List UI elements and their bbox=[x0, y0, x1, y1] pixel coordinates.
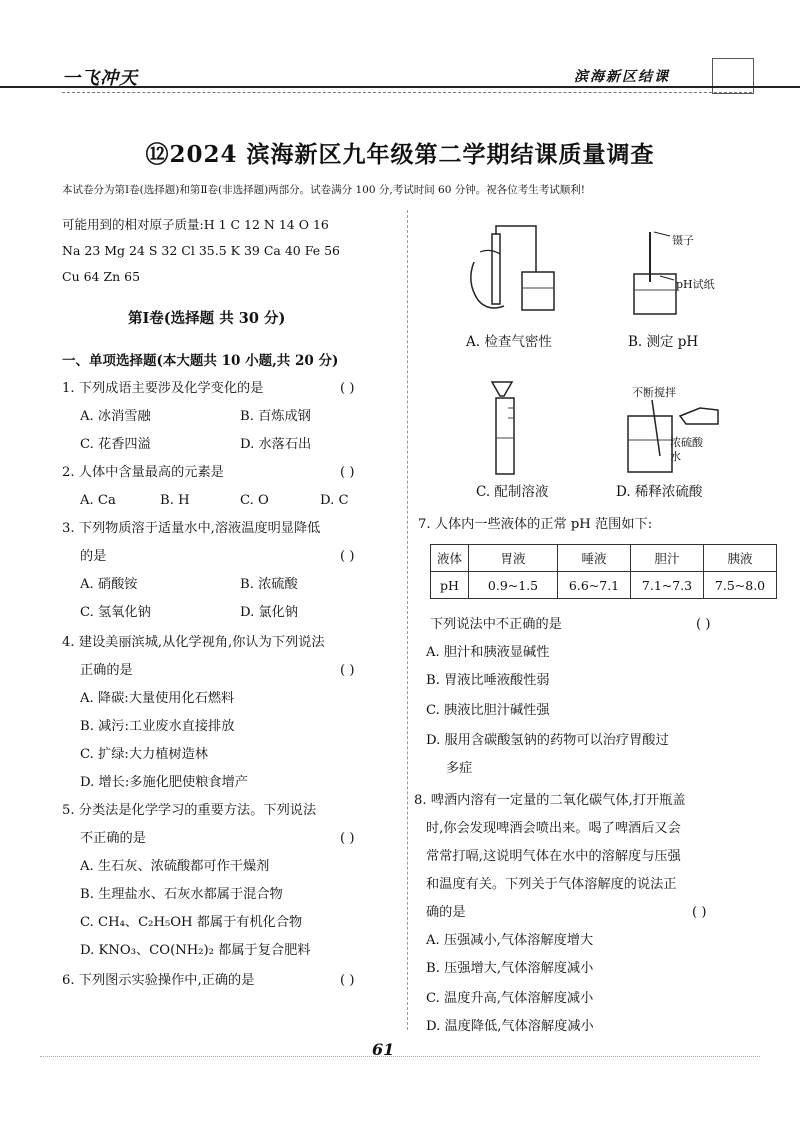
q1-answer-blank[interactable]: ( ) bbox=[340, 381, 355, 396]
q4-option-d: D. 增长:多施化肥使粮食增产 bbox=[80, 775, 248, 790]
q3-stem-line-2: 的是 bbox=[80, 549, 107, 564]
q8-stem-line-3: 常常打嗝,这说明气体在水中的溶解度与压强 bbox=[426, 849, 681, 864]
q5-answer-blank[interactable]: ( ) bbox=[340, 831, 355, 846]
q2-stem: 2. 人体中含量最高的元素是 bbox=[62, 465, 224, 480]
q7-option-a: A. 胆汁和胰液显碱性 bbox=[426, 645, 550, 660]
q7-question: 下列说法中不正确的是 bbox=[430, 617, 562, 632]
tweezers-label: 镊子 bbox=[672, 234, 694, 247]
q5-option-b: B. 生理盐水、石灰水都属于混合物 bbox=[80, 887, 283, 902]
acid-label: 浓硫酸 bbox=[670, 436, 703, 449]
q6-stem: 6. 下列图示实验操作中,正确的是 bbox=[62, 973, 255, 988]
q8-stem-line-4: 和温度有关。下列关于气体溶解度的说法正 bbox=[426, 877, 677, 892]
q2-option-b: B. H bbox=[160, 493, 190, 508]
q8-option-a: A. 压强减小,气体溶解度增大 bbox=[426, 933, 594, 948]
footer-rule bbox=[40, 1056, 760, 1057]
q7-option-d-line-2: 多症 bbox=[446, 761, 473, 776]
q2-option-d: D. C bbox=[320, 493, 349, 508]
ph-table-header: 液体 bbox=[431, 545, 469, 572]
atomic-mass-line-1: 可能用到的相对原子质量:H 1 C 12 N 14 O 16 bbox=[62, 217, 329, 232]
column-divider bbox=[407, 210, 408, 1030]
q1-option-d: D. 水落石出 bbox=[240, 437, 312, 452]
q8-option-d: D. 温度降低,气体溶解度减小 bbox=[426, 1019, 594, 1034]
ph-table-cell: 0.9~1.5 bbox=[469, 572, 558, 599]
q6-fig-c-caption: C. 配制溶液 bbox=[476, 484, 549, 500]
corner-stamp bbox=[712, 58, 754, 94]
q8-stem-line-1: 8. 啤酒内溶有一定量的二氧化碳气体,打开瓶盖 bbox=[414, 793, 686, 808]
ph-table-header: 胰液 bbox=[704, 545, 777, 572]
solution-prep-figure bbox=[484, 378, 544, 478]
q4-option-b: B. 减污:工业废水直接排放 bbox=[80, 719, 235, 734]
q6-answer-blank[interactable]: ( ) bbox=[340, 973, 355, 988]
q4-option-a: A. 降碳:大量使用化石燃料 bbox=[80, 691, 235, 706]
water-label: 水 bbox=[670, 450, 681, 463]
header-rule-dashed bbox=[62, 92, 752, 93]
q3-option-a: A. 硝酸铵 bbox=[80, 577, 138, 592]
q5-option-d: D. KNO₃、CO(NH₂)₂ 都属于复合肥料 bbox=[80, 943, 311, 958]
q2-answer-blank[interactable]: ( ) bbox=[340, 465, 355, 480]
q8-stem-line-5: 确的是 bbox=[426, 905, 466, 920]
q6-fig-a-caption: A. 检查气密性 bbox=[466, 334, 552, 350]
ph-table bbox=[430, 544, 777, 599]
q5-option-a: A. 生石灰、浓硫酸都可作干燥剂 bbox=[80, 859, 270, 874]
airtightness-check-figure bbox=[460, 222, 570, 322]
stir-label: 不断搅拌 bbox=[632, 386, 676, 399]
q1-stem: 1. 下列成语主要涉及化学变化的是 bbox=[62, 381, 264, 396]
q7-option-c: C. 胰液比胆汁碱性强 bbox=[426, 703, 550, 718]
ph-table-header: 胃液 bbox=[469, 545, 558, 572]
q5-option-c: C. CH₄、C₂H₅OH 都属于有机化合物 bbox=[80, 915, 303, 930]
q3-option-c: C. 氢氧化钠 bbox=[80, 605, 151, 620]
q6-fig-d-caption: D. 稀释浓硫酸 bbox=[616, 484, 703, 500]
q7-stem: 7. 人体内一些液体的正常 pH 范围如下: bbox=[418, 517, 653, 532]
q5-stem-line-1: 5. 分类法是化学学习的重要方法。下列说法 bbox=[62, 803, 317, 818]
q8-option-c: C. 温度升高,气体溶解度减小 bbox=[426, 991, 594, 1006]
q1-option-a: A. 冰消雪融 bbox=[80, 409, 151, 424]
ph-table-cell: 6.6~7.1 bbox=[558, 572, 631, 599]
atomic-mass-line-3: Cu 64 Zn 65 bbox=[62, 269, 141, 284]
ph-table-cell: 7.1~7.3 bbox=[631, 572, 704, 599]
page-title: ⑫2024 滨海新区九年级第二学期结课质量调查 bbox=[145, 141, 655, 168]
ph-table-cell: 7.5~8.0 bbox=[704, 572, 777, 599]
q4-answer-blank[interactable]: ( ) bbox=[340, 663, 355, 678]
q4-stem-line-2: 正确的是 bbox=[80, 663, 133, 678]
exam-intro: 本试卷分为第Ⅰ卷(选择题)和第Ⅱ卷(非选择题)两部分。试卷满分 100 分,考试时间 60 分钟。祝各位考生考试顺利! bbox=[62, 184, 585, 196]
ph-test-figure bbox=[620, 222, 720, 322]
q7-option-d-line-1: D. 服用含碳酸氢钠的药物可以治疗胃酸过 bbox=[426, 733, 669, 748]
q7-answer-blank[interactable]: ( ) bbox=[696, 617, 711, 632]
q3-answer-blank[interactable]: ( ) bbox=[340, 549, 355, 564]
q4-stem-line-1: 4. 建设美丽滨城,从化学视角,你认为下列说法 bbox=[62, 635, 325, 650]
brand-logo: 一飞冲天 bbox=[62, 68, 138, 89]
q8-option-b: B. 压强增大,气体溶解度减小 bbox=[426, 961, 594, 976]
q8-stem-line-2: 时,你会发现啤酒会喷出来。喝了啤酒后又会 bbox=[426, 821, 681, 836]
q4-option-c: C. 扩绿:大力植树造林 bbox=[80, 747, 208, 762]
q3-stem-line-1: 3. 下列物质溶于适量水中,溶液温度明显降低 bbox=[62, 521, 321, 536]
ph-table-row bbox=[431, 572, 777, 599]
part1-title: 第Ⅰ卷(选择题 共 30 分) bbox=[128, 310, 286, 327]
q8-answer-blank[interactable]: ( ) bbox=[692, 905, 707, 920]
atomic-mass-line-2: Na 23 Mg 24 S 32 Cl 35.5 K 39 Ca 40 Fe 56 bbox=[62, 243, 340, 258]
q1-option-c: C. 花香四溢 bbox=[80, 437, 151, 452]
section1-title: 一、单项选择题(本大题共 10 小题,共 20 分) bbox=[62, 353, 339, 369]
ph-paper-label: pH试纸 bbox=[676, 278, 715, 291]
ph-table-cell: pH bbox=[431, 572, 469, 599]
page-number: 61 bbox=[372, 1040, 395, 1059]
ph-table-header-row bbox=[431, 545, 777, 572]
q7-option-b: B. 胃液比唾液酸性弱 bbox=[426, 673, 550, 688]
series-label: 滨海新区结课 bbox=[574, 69, 670, 85]
header-rule bbox=[0, 86, 800, 88]
q3-option-d: D. 氯化钠 bbox=[240, 605, 299, 620]
ph-table-header: 唾液 bbox=[558, 545, 631, 572]
q5-stem-line-2: 不正确的是 bbox=[80, 831, 146, 846]
q2-option-a: A. Ca bbox=[80, 493, 116, 508]
q3-option-b: B. 浓硫酸 bbox=[240, 577, 298, 592]
q2-option-c: C. O bbox=[240, 493, 269, 508]
q6-fig-b-caption: B. 测定 pH bbox=[628, 334, 699, 350]
q1-option-b: B. 百炼成钢 bbox=[240, 409, 311, 424]
ph-table-header: 胆汁 bbox=[631, 545, 704, 572]
